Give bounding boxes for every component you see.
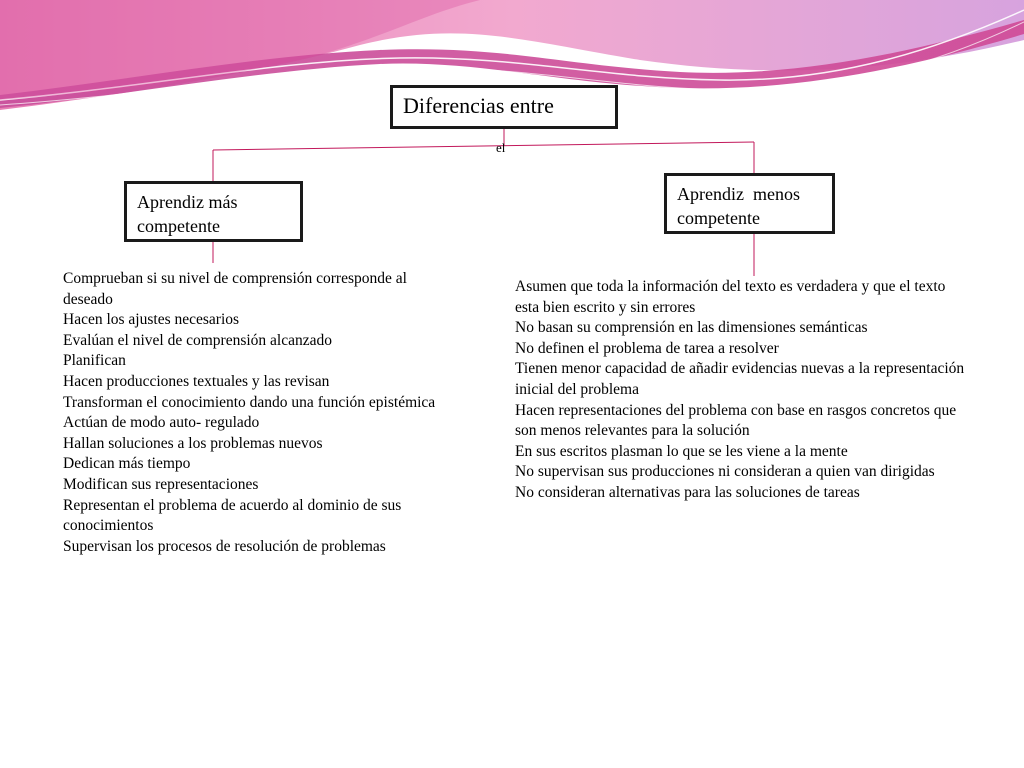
list-item: No supervisan sus producciones ni consideran a quien van dirigidas bbox=[515, 463, 935, 481]
list-item: Supervisan los procesos de resolución de problemas bbox=[63, 537, 386, 555]
right-characteristics-list bbox=[515, 277, 970, 504]
list-item: Hallan soluciones a los problemas nuevos bbox=[63, 434, 323, 452]
list-item: Planifican bbox=[63, 352, 126, 370]
title-box bbox=[390, 85, 618, 129]
list-item: Hacen los ajustes necesarios bbox=[63, 311, 240, 329]
left-category-box bbox=[124, 181, 303, 242]
list-item: Asumen que toda la información del texto es verdadera y que el texto esta bien escrito y sin errores bbox=[515, 278, 946, 316]
right-category-box bbox=[664, 173, 835, 234]
left-characteristics-list bbox=[55, 263, 455, 601]
list-item: Hacen producciones textuales y las revisan bbox=[63, 372, 330, 390]
connector-horizontal bbox=[213, 142, 754, 150]
list-item: Hacen representaciones del problema con base en rasgos concretos que son menos relevantes para la solución bbox=[515, 401, 957, 440]
list-item: Comprueban si su nivel de comprensión corresponde al deseado bbox=[63, 270, 407, 308]
right-category-title: Aprendiz menos competente bbox=[677, 184, 805, 228]
list-item: Actúan de modo auto- regulado bbox=[63, 414, 260, 432]
list-item: Modifican sus representaciones bbox=[63, 475, 259, 493]
connector-label: el bbox=[496, 140, 506, 155]
list-item: Representan el problema de acuerdo al dominio de sus conocimientos bbox=[63, 496, 402, 535]
list-item: Tienen menor capacidad de añadir evidencias nuevas a la representación inicial del problema bbox=[515, 360, 965, 398]
list-item: No definen el problema de tarea a resolver bbox=[515, 339, 779, 357]
list-item: Dedican más tiempo bbox=[63, 455, 191, 473]
left-category-title: Aprendiz más competente bbox=[137, 192, 238, 236]
list-item: No basan su comprensión en las dimensiones semánticas bbox=[515, 319, 868, 337]
title-text: Diferencias entre bbox=[403, 93, 554, 118]
list-item: Transforman el conocimiento dando una función epistémica bbox=[63, 393, 436, 411]
list-item: En sus escritos plasman lo que se les viene a la mente bbox=[515, 442, 848, 460]
list-item: No consideran alternativas para las soluciones de tareas bbox=[515, 483, 860, 501]
list-item: Evalúan el nivel de comprensión alcanzado bbox=[63, 331, 332, 349]
